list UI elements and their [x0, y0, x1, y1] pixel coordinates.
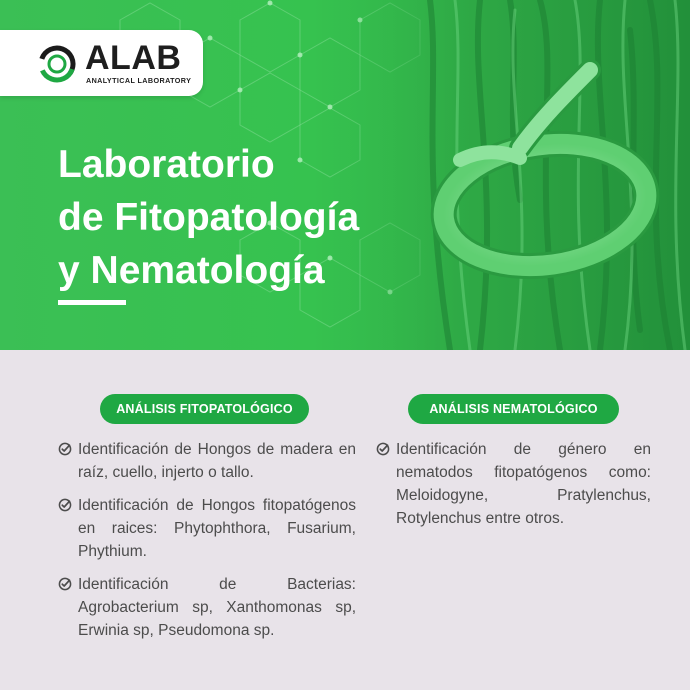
list-item — [58, 438, 356, 484]
list-item — [58, 573, 356, 642]
title-line: Laboratorio — [58, 143, 275, 186]
logo-badge — [0, 30, 203, 96]
check-circle-icon — [376, 442, 390, 456]
title-underline — [58, 300, 126, 305]
title-line: y Nematología — [58, 249, 325, 292]
list-item — [376, 438, 651, 530]
list-item-text: Identificación de Bacterias: Agrobacterium sp, Xanthomonas sp, Erwinia sp, Pseudomona sp. — [78, 576, 356, 639]
list-item — [58, 494, 356, 563]
brand-name: ALAB — [85, 39, 182, 77]
list-item-text: Identificación de Hongos de madera en raíz, cuello, injerto o tallo. — [78, 441, 356, 481]
title-line: de Fitopatología — [58, 196, 360, 239]
list-item-text: Identificación de Hongos fitopatógenos en raices: Phytophthora, Fusarium, Phythium. — [78, 497, 356, 560]
check-circle-icon — [58, 498, 72, 512]
section-heading-pill: ANÁLISIS FITOPATOLÓGICO — [100, 394, 309, 424]
brand-tagline: ANALYTICAL LABORATORY — [86, 76, 192, 85]
section-heading-pill: ANÁLISIS NEMATOLÓGICO — [408, 394, 619, 424]
check-circle-icon — [58, 442, 72, 456]
check-circle-icon — [58, 577, 72, 591]
alab-logo-icon — [37, 44, 77, 84]
analysis-list — [58, 438, 356, 652]
analysis-list — [376, 438, 651, 540]
page-title — [58, 138, 359, 297]
list-item-text: Identificación de género en nematodos fitopatógenos como: Meloidogyne, Pratylenchus, Rotylenchus entre otros. — [396, 441, 651, 527]
